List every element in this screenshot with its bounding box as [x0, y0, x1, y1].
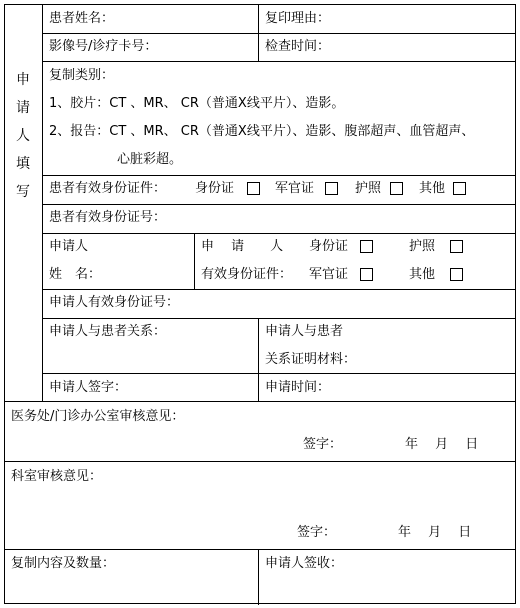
applicant-other-id-checkbox[interactable]: [450, 268, 463, 281]
side-label-char: 填: [16, 156, 30, 172]
applicant-id-option-label: 身份证: [309, 239, 349, 254]
row-line: [42, 204, 516, 205]
side-label-char: 申: [16, 72, 30, 88]
row-line: [42, 373, 516, 374]
row-line: [42, 289, 516, 290]
patient-id-option-label: 军官证: [275, 181, 315, 196]
patient-passport-checkbox[interactable]: [390, 182, 403, 195]
applicant-id-label-2: 有效身份证件：: [201, 267, 293, 282]
patient-id-number-label: 患者有效身份证号：: [49, 210, 167, 225]
applicant-military-id-checkbox[interactable]: [360, 268, 373, 281]
section-line: [5, 461, 516, 462]
row-line: [42, 61, 516, 62]
patient-name-label: 患者姓名：: [49, 11, 115, 26]
section-line: [5, 401, 516, 402]
side-label-char: 写: [16, 184, 30, 200]
patient-id-option-label: 其他: [419, 181, 446, 196]
applicant-sign-label: 申请人签字：: [49, 380, 128, 395]
row-line: [42, 318, 516, 319]
relation-proof-label: 申请人与患者: [265, 324, 344, 339]
medical-office-opinion-label: 医务处/门诊办公室审核意见：: [11, 409, 185, 424]
row-line: [42, 175, 516, 176]
applicant-name-divider: [194, 233, 195, 289]
row-line: [42, 233, 516, 234]
copy-type-report: 2、报告：CT 、MR、 CR（普通X线平片）、造影、腹部超声、血管超声、: [49, 124, 475, 139]
side-label-char: 人: [16, 128, 30, 144]
patient-other-id-checkbox[interactable]: [453, 182, 466, 195]
patient-id-option-label: 身份证: [195, 181, 235, 196]
footer-divider: [258, 549, 259, 605]
patient-id-option-label: 护照: [355, 181, 382, 196]
patient-id-type-label: 患者有效身份证件：: [49, 181, 167, 196]
exam-time-label: 检查时间：: [265, 39, 331, 54]
applicant-id-number-label: 申请人有效身份证号：: [49, 295, 180, 310]
applicant-id-card-checkbox[interactable]: [360, 240, 373, 253]
patient-military-id-checkbox[interactable]: [325, 182, 338, 195]
side-column-divider: [42, 5, 43, 401]
department-sign-label: 签字：: [297, 525, 337, 540]
medical-office-sign-label: 签字：: [303, 437, 343, 452]
applicant-name-label: 申请人: [49, 239, 89, 254]
applicant-id-option-label: 其他: [409, 267, 436, 282]
applicant-receipt-label: 申请人签收：: [265, 556, 344, 571]
patient-id-card-checkbox[interactable]: [247, 182, 260, 195]
relation-label: 申请人与患者关系：: [49, 324, 167, 339]
copy-type-label: 复制类别：: [49, 68, 115, 83]
relation-proof-label-2: 关系证明材料：: [265, 352, 357, 367]
copy-content-label: 复制内容及数量：: [11, 556, 116, 571]
department-date-label: 年 月 日: [398, 525, 472, 540]
relation-divider: [258, 318, 259, 401]
applicant-id-label: 申 请 人: [201, 239, 284, 254]
applicant-id-option-label: 护照: [409, 239, 436, 254]
image-card-label: 影像号/诊疗卡号：: [49, 39, 158, 54]
side-label-char: 请: [16, 100, 30, 116]
copy-application-form: [4, 4, 516, 604]
section-line: [5, 549, 516, 550]
department-opinion-label: 科室审核意见：: [11, 469, 103, 484]
row-line: [42, 33, 516, 34]
apply-time-label: 申请时间：: [265, 380, 331, 395]
copy-reason-label: 复印理由：: [265, 11, 331, 26]
applicant-name-label-2: 姓 名：: [49, 267, 102, 282]
copy-type-film: 1、胶片：CT 、MR、 CR（普通X线平片）、造影。: [49, 96, 345, 111]
applicant-passport-checkbox[interactable]: [450, 240, 463, 253]
medical-office-date-label: 年 月 日: [405, 437, 479, 452]
applicant-id-option-label: 军官证: [309, 267, 349, 282]
copy-type-report-cont: 心脏彩超。: [117, 152, 183, 167]
